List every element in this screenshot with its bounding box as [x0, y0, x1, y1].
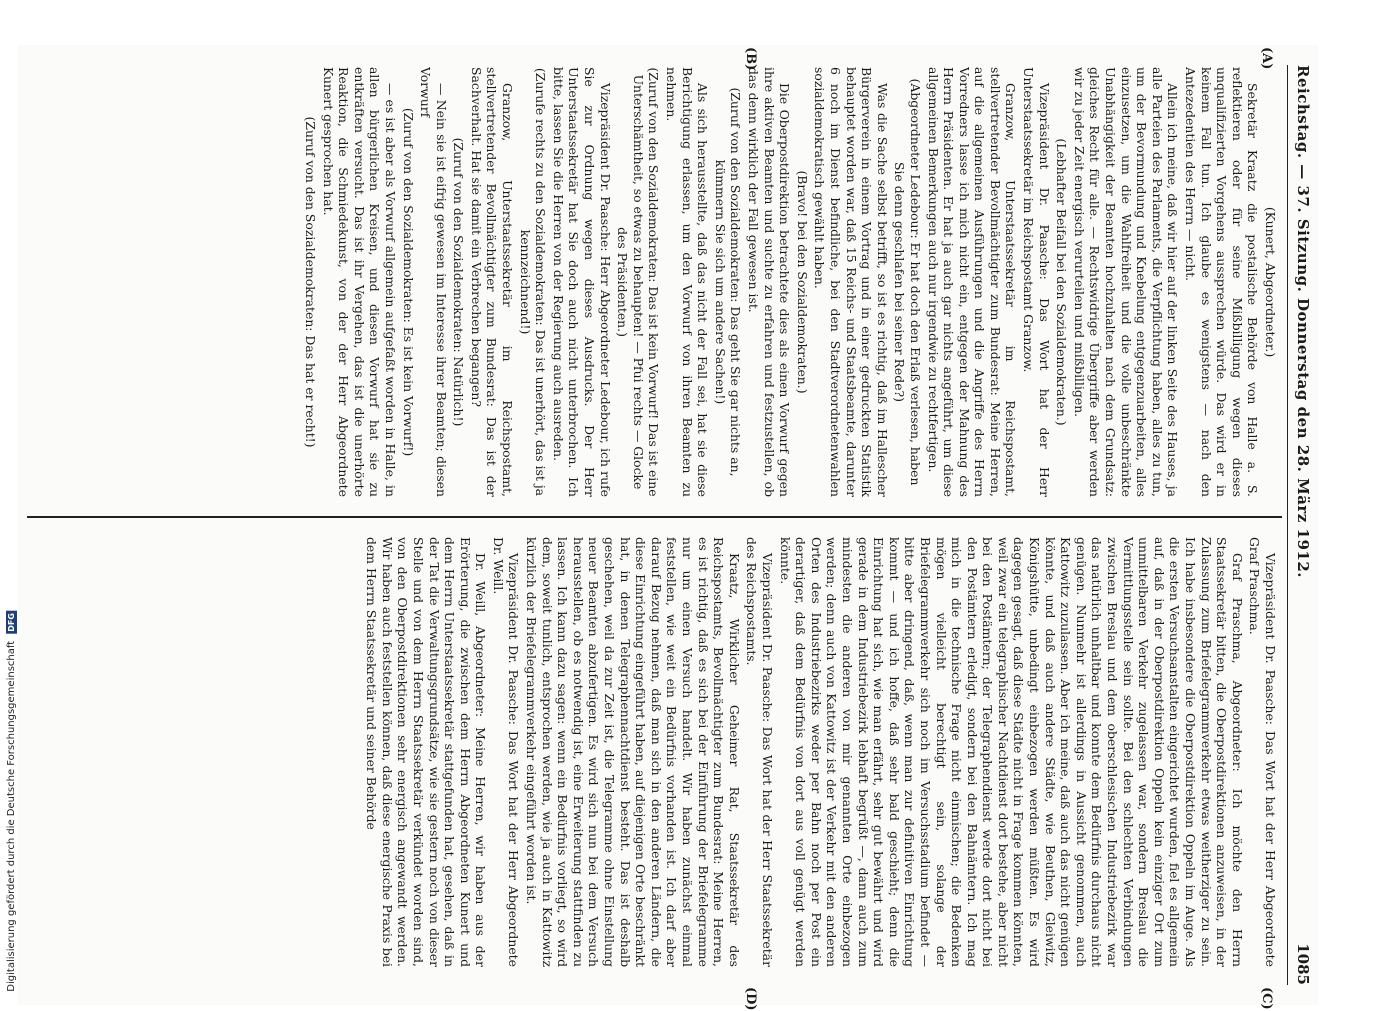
- page-number: 1085: [1294, 943, 1312, 985]
- margin-letter-b: (B): [743, 47, 758, 71]
- dfg-logo: DFG: [6, 613, 16, 632]
- paragraph: (Zuruf von den Sozialdemokraten: Das geht Sie gar nichts an, kümmern Sie sich um andere Sachen!): [712, 87, 744, 477]
- paragraph: (Bravo! bei den Sozialdemokraten.): [794, 170, 810, 394]
- margin-letter-d: (D): [743, 987, 758, 1011]
- paragraph: Vizepräsident Dr. Paasche: Herr Abgeordneter Ledebour, ich rufe Sie zur Ordnung wegen dieses Ausdrucks. Der Herr Unterstaatssekretär hat Sie doch auch nicht unterbrochen. Ich bitte, lassen Sie die Herren von der Regierung auch ausreden.: [550, 67, 613, 497]
- paragraph: (Zuruf von den Sozialdemokraten: Das hat er recht!): [302, 116, 318, 448]
- paragraph: Vizepräsident Dr. Paasche: Das Wort hat der Herr Abgeordnete Graf Praschma.: [1247, 537, 1278, 967]
- paragraph: — es ist aber als Vorwurf allgemein aufgefaßt worden in Halle, in allen bürgerlichen Kreisen, und diesen Vorwurf hat sie zu entkräften versucht. Das ist ihr Vergehen, das ist die unerhörte Reaktion, die Schmiedekunst, von der der Herr Abgeordnete Kunert gesprochen hat.: [320, 67, 398, 497]
- paragraph: Granzow, Unterstaatssekretär im Reichspostamt, stellvertretender Bevollmächtigter zum Bundesrat: Meine Herren, auf die allgemeinen Ausführungen und die Angriffe des Herrn Vorredners lasse ich mich nicht ein, entgegen der Mahnung des Herrn Präsidenten. Er hat ja auch gar nichts angeführt, um diese allgemeinen Bemerkungen auch nur irgendwie zu rechtfertigen.: [925, 67, 1019, 497]
- header-title: Reichstag. — 37. Sitzung. Donnerstag den 28. März 1912.: [1294, 65, 1312, 579]
- paragraph: Sekretär Kraatz die postalische Behörde von Halle a. S. reflektieren oder für seine Mißbilligung wegen dieses unqualifizierten Vorgehens aussprechen würde. Das wird er in keinem Fall tun. Ich glaube es wenigstens — nach den Antezedentien des Herrn — nicht.: [1183, 67, 1261, 497]
- margin-letter-c: (C): [1259, 987, 1274, 1010]
- paragraph: (Zuruf von den Sozialdemokraten: Natürlich!): [451, 137, 467, 427]
- paragraph: Was die Sache selbst betrifft, so ist es richtig, daß im Hallescher Bürgerverein in einem Vortrag und in einer gedruckten Statistik behauptet worden war, daß 15 Reichs- und Staatsbeamte, darunter 6 noch im Dienst befindliche, bei den Stadtverordnetenwahlen sozialdemokratisch gewählt haben.: [812, 67, 890, 497]
- paragraph: (Kunert, Abgeordneter.): [1263, 206, 1278, 358]
- margin-letter-a: (A): [1259, 47, 1274, 70]
- paragraph: (Zuruf von den Sozialdemokraten: Das ist kein Vorwurf! Das ist eine Unterschämtheit, so etwas zu behaupten! — Pfui rechts — Glocke des Präsidenten.): [615, 67, 662, 497]
- paragraph: Als sich herausstellte, daß das nicht der Fall sei, hat sie diese Berichtigung erlassen, um den Vorwurf von ihren Beamten zu nehmen.: [664, 67, 711, 497]
- paragraph: Granzow, Unterstaatssekretär im Reichspostamt, stellvertretender Bevollmächtigter zum Bundesrat: Das ist der Sachverhalt. Hat sie damit ein Verbrechen begangen?: [468, 67, 516, 497]
- paragraph: — Nein sie ist eifrig gewesen im Interesse ihrer Beamten; diesen Vorwurf: [418, 67, 449, 497]
- paragraph: (Zuruf von den Sozialdemokraten: Es ist kein Vorwurf!): [400, 107, 416, 457]
- paragraph: Dr. Weill, Abgeordneter: Meine Herren, wir haben aus der Erörterung, die zwischen dem Herrn Abgeordneten Kunert und dem Herrn Unterstaatssekretär stattgefunden hat, gesehen, daß in der Tat die Verwaltungsgrundsätze, wie sie gestern noch von dieser Stelle und von dem Herrn Staatssekretär verkündet worden sind, von den Oberpostdirektionen sehr energisch angewandt werden. Wir haben auch feststellen können, daß diese energische Praxis bei dem Herrn Staatssekretär und seiner Behörde: [364, 537, 489, 967]
- paragraph: Allein ich meine, daß wir hier auf der linken Seite des Hauses, ja alle Parteien des Parlaments, die Verpflichtung haben, alles zu tun, um der Bevormundung und Knebelung entgegenzuarbeiten, alles einzusetzen, um die Wahlfreiheit und die volle unbeschränkte Unabhängigkeit der Beamten hochzuhalten nach dem Grundsatz: gleiches Recht für alle. — Rechtswidrige Übergriffe aber werden wir zu jeder Zeit energisch verurteilen und mißbilligen.: [1071, 67, 1181, 497]
- credit-text: Digitalisierung gefördert durch die Deutsche Forschungsgemeinschaft: [5, 641, 17, 992]
- paragraph: Vizepräsident Dr. Paasche: Das Wort hat der Herr Unterstaatssekretär im Reichspostamt Granzow.: [1021, 67, 1052, 497]
- page-header: [1287, 65, 1318, 985]
- paragraph: (Abgeordneter Ledebour: Er hat doch den Erlaß verlesen, haben Sie denn geschlafen bei seiner Rede?): [892, 78, 923, 486]
- paragraph: Graf Praschma, Abgeordneter: Ich möchte den Herrn Staatssekretär bitten, die Oberpostdirektionen anzuweisen, in der Zulassung zum Briefelegrammverkehr etwas weitherziger zu sein. Ich habe insbesondere die Oberpostdirektion Oppeln im Auge. Als die ersten Versuchsanstalten eingerichtet wurden, fiel es allgemein auf, daß in der Oberpostdirektion Oppeln kein einziger Ort zum unmittelbaren Verkehr zugelassen war, sondern Breslau die Vermittlungsstelle sein sollte. Bei den schlechten Verbindungen zwischen Breslau und dem oberschlesischen Industriebezirk war das natürlich unhaltbar und konnte dem Bedürfnis durchaus nicht genügen. Nunmehr ist allerdings in Aussicht genommen, auch Kattowitz zuzulassen. Aber ich meine, daß auch das nicht genügen könnte, und daß auch andere Städte, wie Beuthen, Gleiwitz, Königshütte, unbedingt einbezogen werden müßten. Es wird dagegen gesagt, daß diese Städte nicht in Frage kommen könnten, weil zwar ein telegraphischer Nachtdienst dort bestehe, aber nicht bei den Postämtern; der Telegraphendienst werde dort nicht bei den Postämtern erledigt, sondern bei den Bahnämtern. Ich mag mich in die technische Frage nicht einmischen; die Bedenken mögen vielleicht berechtigt sein, solange der Briefelegrammverkehr sich noch im Versuchsstadium befindet — bitte aber dringend, daß, wenn man zur definitiven Einrichtung kommt — und ich hoffe, daß sehr bald geschieht; denn die Einrichtung hat sich, wie man erfährt, sehr gut bewährt und wird gerade in dem Industriebezirk lebhaft begrüßt —, dann auch zum mindesten die anderen von mir genannten Orte einbezogen werden; denn auch von Kattowitz ist der Verkehr mit den anderen Orten des Industriebezirks weder per Bahn noch per Post ein derartiger, daß dem Bedürfnis von dort aus voll genügt werden könnte.: [777, 537, 1245, 967]
- paragraph: Die Oberpostdirektion betrachtete dies als einen Vorwurf gegen ihre aktiven Beamten und suchte zu erfahren und festzustellen, ob das denn wirklich der Fall gewesen ist.: [746, 67, 793, 497]
- paragraph: (Lebhafter Beifall bei den Sozialdemokraten.): [1054, 138, 1070, 426]
- paragraph: Kraatz, Wirklicher Geheimer Rat, Staatssekretär des Reichspostamts, Bevollmächtigter zum Bundesrat: Meine Herren, es ist richtig, daß es sich bei der Einführung der Briefelegramme nur um einen Versuch handelt. Wir haben zunächst einmal feststellen, wie weit ein Bedürfnis vorhanden ist. Ich darf aber darauf Bezug nehmen, daß man sich in den anderen Ländern, die diese Einrichtung eingeführt haben, auf diejenigen Orte beschränkt hat, in denen Telegraphennachtdienst besteht. Das ist deshalb geschehen, weil da zur Zeit ist, die Telegramme ohne Einstellung neuer Beamten abzufertigen. Es wird sich nun bei dem Versuch herausstellen, ob es notwendig ist, eine Erweiterung stattfinden zu lassen. Ich kann dazu sagen: wenn ein Bedürfnis vorliegt, so wird dem, soweit tunlich, entsprochen werden, wie ja auch in Kattowitz kürzlich der Briefelegrammverkehr eingeführt worden ist.: [524, 537, 742, 967]
- paragraph: Vizepräsident Dr. Paasche: Das Wort hat der Herr Abgeordnete Dr. Weill.: [490, 537, 522, 967]
- column-divider: [27, 516, 1282, 518]
- scanned-page: [18, 45, 1318, 1011]
- right-column: [33, 537, 1278, 967]
- paragraph: Vizepräsident Dr. Paasche: Das Wort hat der Herr Staatssekretär des Reichspostamts.: [744, 537, 775, 967]
- digitization-credit: [0, 600, 22, 1000]
- paragraph: (Zurufe rechts zu den Sozialdemokraten: Das ist unerhört, das ist ja kennzeichnend!): [517, 67, 549, 497]
- left-column: [33, 67, 1278, 497]
